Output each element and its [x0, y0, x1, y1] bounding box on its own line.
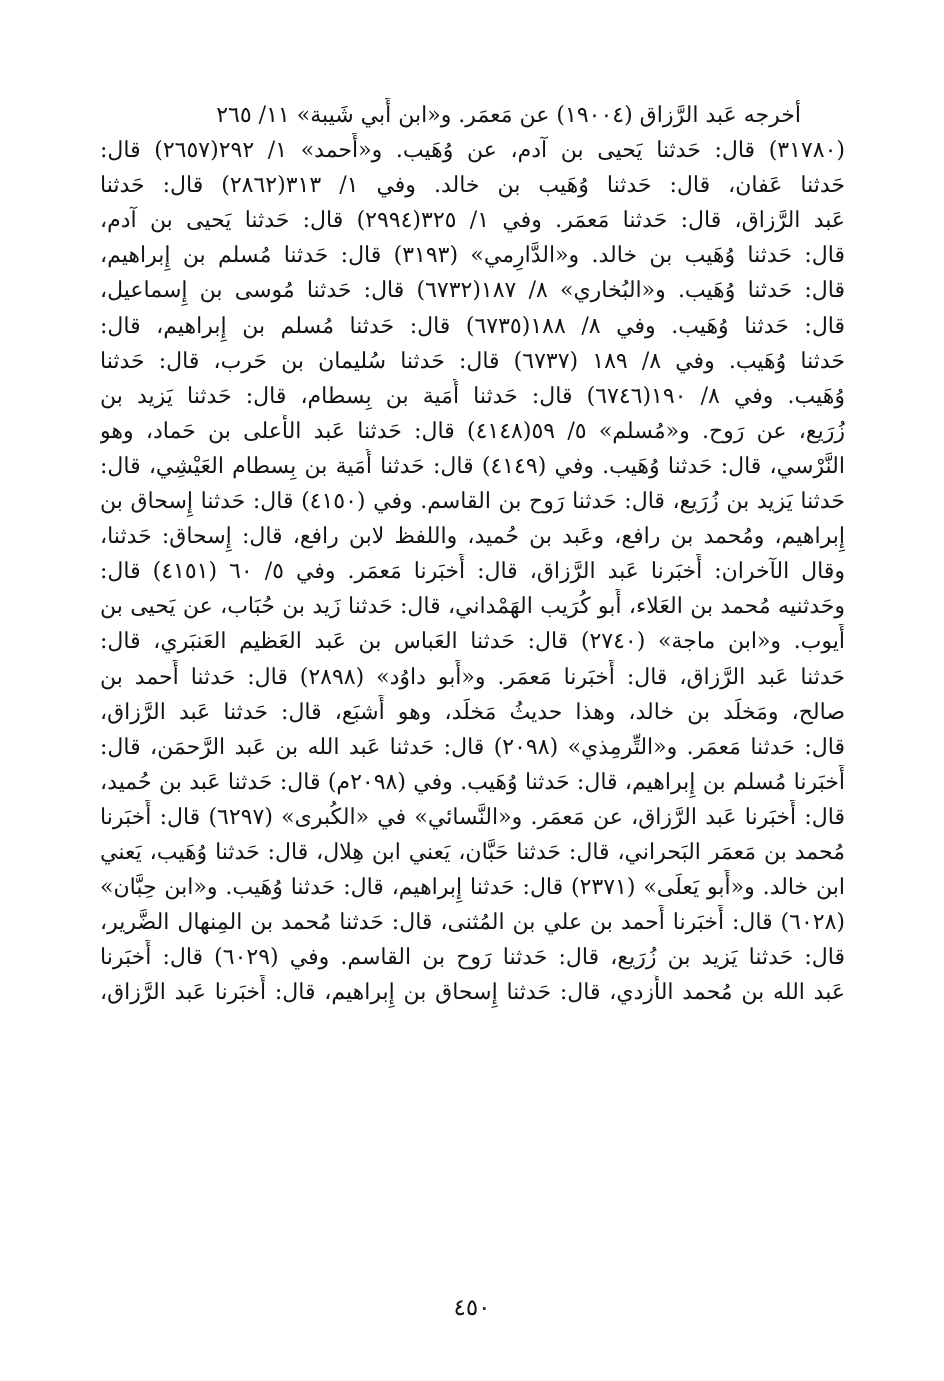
text-line: إِبراهيم، ومُحمد بن رافع، وعَبد بن حُميد، واللفظ لابن رافع، قال: إِسحاق: حَدثنا، — [100, 524, 845, 550]
text-line: قال: حَدثنا وُهَيب. و«البُخاري» ٨/ ١٨٧(٦٧٣٢) قال: حَدثنا مُوسى بن إِسماعيل، — [100, 278, 845, 304]
text-line: قال: حَدثنا وُهَيب بن خالد. و«الدَّارِمي» (٣١٩٣) قال: حَدثنا مُسلم بن إِبراهيم، — [100, 243, 845, 269]
text-line: قال: حَدثنا يَزيد بن زُرَيع، قال: حَدثنا رَوح بن القاسم. وفي (٦٠٢٩) قال: أَخبَرنا — [100, 945, 845, 971]
text-line: وحَدثنيه مُحمد بن العَلاء، أَبو كُرَيب الهَمْداني، قال: حَدثنا زَيد بن حُبَاب، عن يَحيى بن — [100, 594, 845, 620]
text-line: عَبد الله بن مُحمد الأَزدي، قال: حَدثنا إِسحاق بن إِبراهيم، قال: أَخبَرنا عَبد الرَّزاق، — [100, 980, 845, 1006]
text-line: زُرَيع، عن رَوح. و«مُسلم» ٥/ ٥٩(٤١٤٨) قال: حَدثنا عَبد الأَعلى بن حَماد، وهو — [100, 418, 845, 444]
text-line: عَبد الرَّزاق، قال: حَدثنا مَعمَر. وفي ١/ ٣٢٥(٢٩٩٤) قال: حَدثنا يَحيى بن آدم، — [100, 208, 845, 234]
body-text — [100, 98, 845, 1010]
text-line: حَدثنا عَبد الرَّزاق، قال: أَخبَرنا مَعمَر. و«أَبو داوُد» (٢٨٩٨) قال: حَدثنا أَحمد بن — [100, 664, 845, 690]
text-line: قال: حَدثنا وُهَيب. وفي ٨/ ١٨٨(٦٧٣٥) قال: حَدثنا مُسلم بن إِبراهيم، قال: — [100, 313, 845, 339]
text-line: أَخبَرنا مُسلم بن إِبراهيم، قال: حَدثنا وُهَيب. وفي (٢٠٩٨م) قال: حَدثنا عَبد بن حُميد، — [100, 769, 845, 795]
page-number: ٤٥٠ — [453, 1295, 491, 1321]
text-line: ابن خالد. و«أَبو يَعلَى» (٢٣٧١) قال: حَدثنا إِبراهيم، قال: حَدثنا وُهَيب. و«ابن حِبَّان» — [100, 875, 845, 901]
text-line: (٦٠٢٨) قال: أَخبَرنا أَحمد بن علي بن المُثنى، قال: حَدثنا مُحمد بن المِنهال الضَّرير، — [100, 910, 845, 936]
text-line: وقال الآخران: أَخبَرنا عَبد الرَّزاق، قال: أَخبَرنا مَعمَر. وفي ٥/ ٦٠ (٤١٥١) قال: — [100, 559, 845, 585]
text-line: قال: حَدثنا مَعمَر. و«التِّرمِذي» (٢٠٩٨) قال: حَدثنا عَبد الله بن عَبد الرَّحمَن، قال: — [100, 734, 845, 760]
text-line: حَدثنا يَزيد بن زُرَيع، قال: حَدثنا رَوح بن القاسم. وفي (٤١٥٠) قال: حَدثنا إِسحاق بن — [100, 489, 845, 515]
text-line: حَدثنا وُهَيب. وفي ٨/ ١٨٩ (٦٧٣٧) قال: حَدثنا سُليمان بن حَرب، قال: حَدثنا — [100, 348, 845, 374]
text-line: قال: أَخبَرنا عَبد الرَّزاق، عن مَعمَر. و«النَّسائي» في «الكُبرى» (٦٢٩٧) قال: أَخبَرنا — [100, 804, 845, 830]
text-line: (٣١٧٨٠) قال: حَدثنا يَحيى بن آدم، عن وُهَيب. و«أَحمد» ١/ ٢٩٢(٢٦٥٧) قال: — [100, 138, 845, 164]
text-line: أخرجه عَبد الرَّزاق (١٩٠٠٤) عن مَعمَر. و«ابن أَبي شَيبة» ١١/ ٢٦٥ — [216, 103, 801, 128]
text-line: صالح، ومَخلَد بن خالد، وهذا حديثُ مَخلَد، وهو أَشبَع، قال: حَدثنا عَبد الرَّزاق، — [100, 699, 845, 725]
text-line: وُهَيب. وفي ٨/ ١٩٠(٦٧٤٦) قال: حَدثنا أُمَية بن بِسطام، قال: حَدثنا يَزيد بن — [100, 383, 845, 409]
text-line: مُحمد بن مَعمَر البَحراني، قال: حَدثنا حَبَّان، يَعني ابن هِلال، قال: حَدثنا وُهَيب، يَعني — [100, 839, 845, 865]
text-line: أَيوب. و«ابن ماجة» (٢٧٤٠) قال: حَدثنا العَباس بن عَبد العَظيم العَنبَري، قال: — [100, 629, 845, 655]
text-line: حَدثنا عَفان، قال: حَدثنا وُهَيب بن خالد. وفي ١/ ٣١٣(٢٨٦٢) قال: حَدثنا — [100, 173, 845, 199]
text-line: النَّرْسي، قال: حَدثنا وُهَيب. وفي (٤١٤٩) قال: حَدثنا أُمَية بن بِسطام العَيْشِي، قال: — [100, 453, 845, 479]
